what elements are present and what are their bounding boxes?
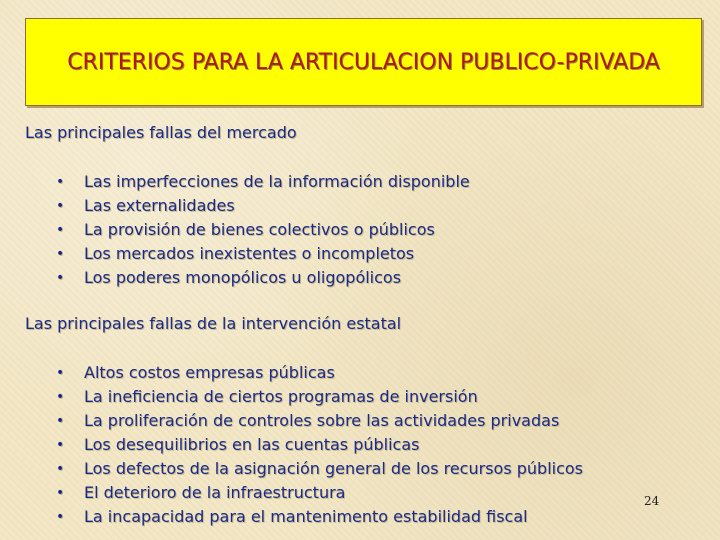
page-number: 24 bbox=[644, 494, 660, 508]
bullet-icon: • bbox=[56, 461, 65, 477]
bullet-icon: • bbox=[56, 437, 65, 453]
bullet-icon: • bbox=[56, 198, 65, 214]
title-box bbox=[25, 18, 702, 106]
bullet-icon: • bbox=[56, 222, 65, 238]
bullet-icon: • bbox=[56, 174, 65, 190]
bullet-icon: • bbox=[56, 270, 65, 286]
bullet-icon: • bbox=[56, 509, 65, 525]
bullet-icon: • bbox=[56, 365, 65, 381]
bullet-icon: • bbox=[56, 389, 65, 405]
section-heading-state-failures: Las principales fallas de la intervención estatal bbox=[25, 314, 402, 333]
bullet-icon: • bbox=[56, 246, 65, 262]
bullet-icon: • bbox=[56, 413, 65, 429]
slide-title: CRITERIOS PARA LA ARTICULACION PUBLICO-PRIVADA bbox=[67, 49, 660, 75]
bullet-icon: • bbox=[56, 485, 65, 501]
section-heading-market-failures: Las principales fallas del mercado bbox=[25, 123, 297, 142]
